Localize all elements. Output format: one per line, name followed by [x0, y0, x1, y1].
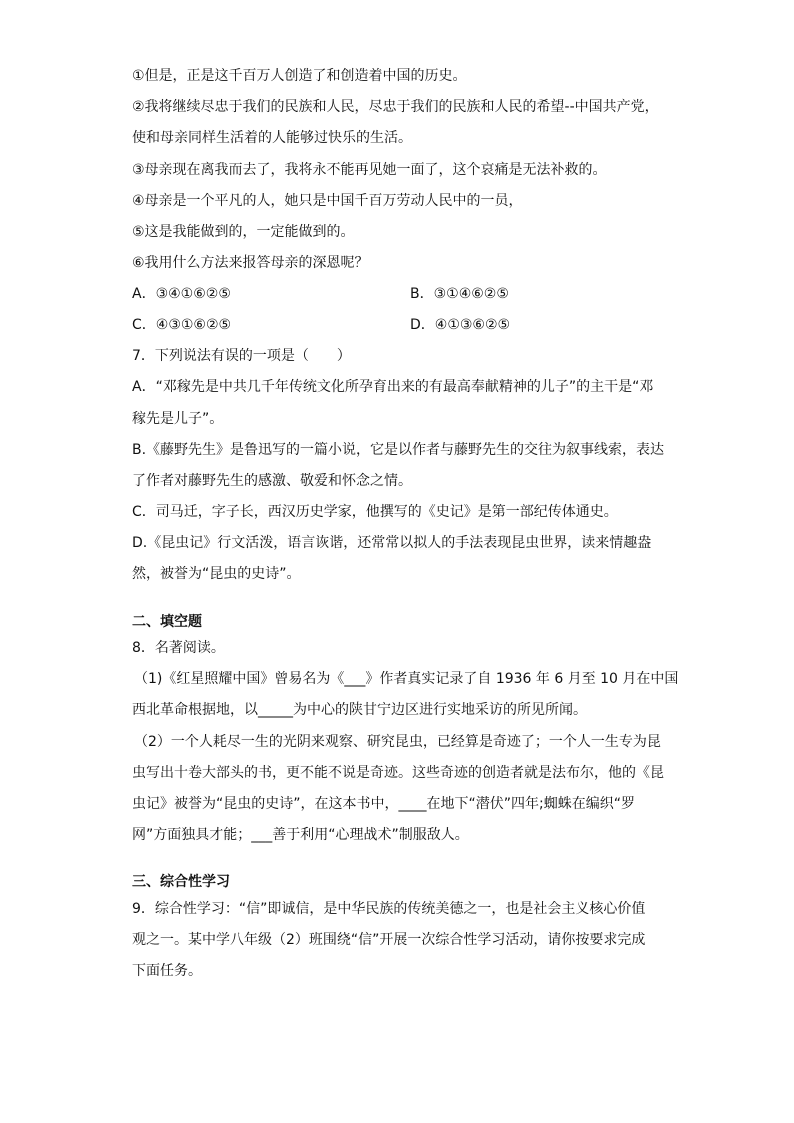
- q8-stem: 8．名著阅读。: [132, 640, 225, 656]
- q8-part-2-line-2: 虫写出十卷大部头的书，更不能不说是奇迹。这些奇迹的创造者就是法布尔，他的《昆: [132, 765, 664, 781]
- q7-option-c: C．司马迁，字子长，西汉历史学家，他撰写的《史记》是第一部纪传体通史。: [132, 504, 618, 520]
- q7-option-d-line-1: D.《昆虫记》行文活泼，语言诙谐，还常常以拟人的手法表现昆虫世界，读来情趣盎: [132, 535, 652, 551]
- q7-option-b-line-1: B.《藤野先生》是鲁迅写的一篇小说，它是以作者与藤野先生的交往为叙事线索，表达: [132, 442, 665, 458]
- q7-option-d-line-2: 然，被誉为“昆虫的史诗”。: [132, 566, 301, 582]
- section-2-heading: 二、填空题: [132, 614, 202, 630]
- q6-option-d: D．④①③⑥②⑤: [410, 317, 511, 333]
- q7-option-b-line-2: 了作者对藤野先生的感激、敬爱和怀念之情。: [132, 473, 412, 489]
- q6-option-b: B．③①④⑥②⑤: [410, 286, 509, 302]
- sentence-1: ①但是，正是这千百万人创造了和创造着中国的历史。: [132, 68, 467, 84]
- q9-line-3: 下面任务。: [132, 963, 202, 979]
- q8-part-1-line-2: 西北革命根据地，以_____为中心的陕甘宁边区进行实地采访的所见所闻。: [132, 702, 587, 718]
- q6-option-a: A．③④①⑥②⑤: [132, 286, 231, 302]
- q8-part-1-line-1: （1)《红星照耀中国》曾易名为《___》作者真实记录了自 1936 年 6 月至 10 月在中国: [134, 671, 679, 687]
- q9-line-2: 观之一。某中学八年级（2）班围绕“信”开展一次综合性学习活动，请你按要求完成: [132, 932, 646, 948]
- sentence-4: ④母亲是一个平凡的人，她只是中国千百万劳动人民中的一员，: [132, 193, 523, 209]
- q9-line-1: 9．综合性学习：“信”即诚信，是中华民族的传统美德之一，也是社会主义核心价值: [132, 901, 646, 917]
- q8-part-2-line-3: 虫记》被誉为“昆虫的史诗”，在这本书中，____在地下“潜伏”四年;蜘蛛在编织“罗: [132, 796, 635, 812]
- q6-option-c: C．④③①⑥②⑤: [132, 317, 232, 333]
- sentence-3: ③母亲现在离我而去了，我将永不能再见她一面了，这个哀痛是无法补救的。: [132, 162, 607, 178]
- sentence-2-line-1: ②我将继续尽忠于我们的民族和人民，尽忠于我们的民族和人民的希望--中国共产党，: [132, 99, 659, 115]
- sentence-6: ⑥我用什么方法来报答母亲的深恩呢？: [132, 255, 369, 271]
- q8-part-2-line-4: 网”方面独具才能；___善于利用“心理战术”制服敌人。: [132, 827, 469, 843]
- q8-part-2-line-1: （2）一个人耗尽一生的光阴来观察、研究昆虫，已经算是奇迹了；一个人一生专为昆: [134, 734, 661, 750]
- q7-option-a-line-2: 稼先是儿子”。: [132, 411, 224, 427]
- q7-option-a-line-1: A．“邓稼先是中共几千年传统文化所孕育出来的有最高奉献精神的儿子”的主干是“邓: [132, 379, 654, 395]
- q7-stem: 7．下列说法有误的一项是（ ）: [132, 348, 351, 364]
- sentence-5: ⑤这是我能做到的，一定能做到的。: [132, 224, 355, 240]
- sentence-2-line-2: 使和母亲同样生活着的人能够过快乐的生活。: [132, 130, 412, 146]
- section-3-heading: 三、综合性学习: [132, 874, 230, 890]
